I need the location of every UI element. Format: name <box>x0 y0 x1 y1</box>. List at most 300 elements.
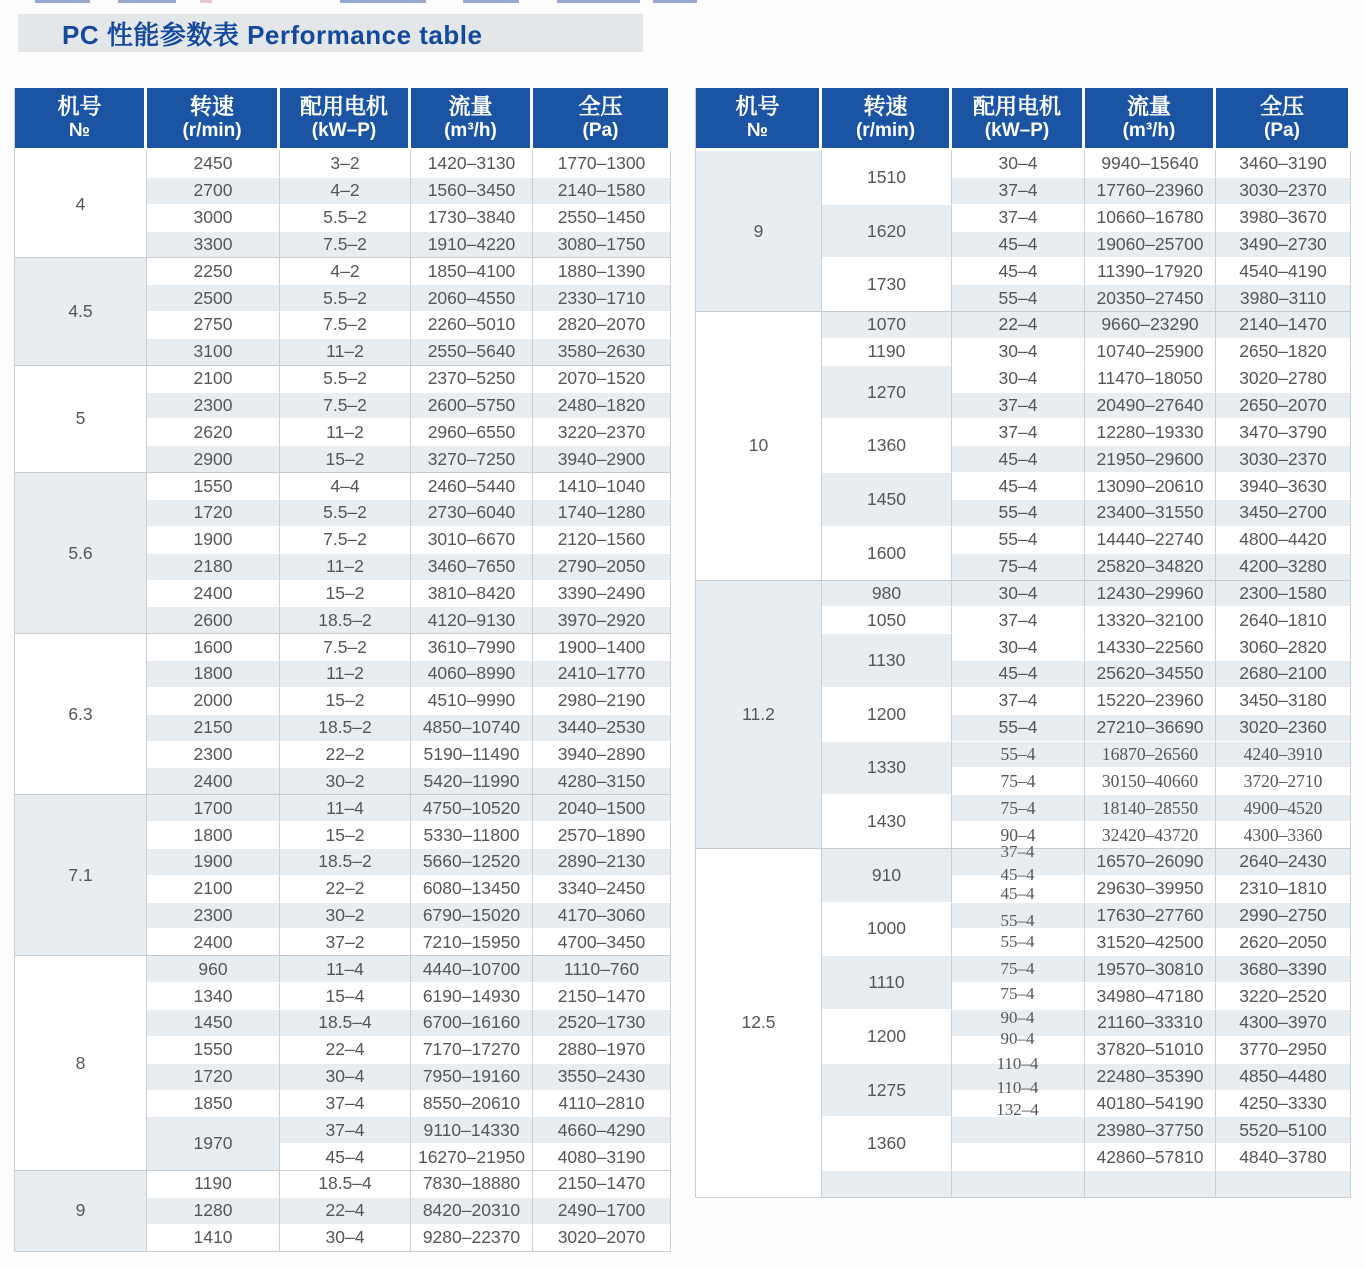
pressure-cell <box>1216 1170 1351 1197</box>
table-row <box>696 848 1351 875</box>
model-no-cell: 9 <box>15 1170 147 1251</box>
speed-cell: 2700 <box>147 177 280 204</box>
flow-cell: 10740–25900 <box>1085 338 1216 365</box>
motor-cell: 4–2 <box>280 177 411 204</box>
motor-cell: 75–4 <box>952 794 1085 821</box>
motor-cell: 75–4 <box>952 553 1085 580</box>
speed-cell: 1360 <box>822 418 952 472</box>
pressure-cell: 2650–2070 <box>1216 392 1351 419</box>
pressure-cell: 2300–1580 <box>1216 580 1351 607</box>
motor-overlay-label: 45–4 <box>1000 865 1035 884</box>
pressure-cell: 2550–1450 <box>533 204 671 231</box>
motor-cell: 18.5–4 <box>280 1009 411 1036</box>
motor-cell: 37–4 <box>952 606 1085 633</box>
speed-cell: 1600 <box>822 526 952 580</box>
speed-cell: 980 <box>822 580 952 607</box>
speed-cell: 2300 <box>147 902 280 929</box>
column-header-zh: 全压 <box>1259 93 1304 119</box>
speed-cell: 2900 <box>147 445 280 472</box>
pressure-cell: 3770–2950 <box>1216 1036 1351 1063</box>
motor-cell: 11–2 <box>280 553 411 580</box>
table-row <box>15 150 671 177</box>
motor-overlay-label: 55–4 <box>1000 911 1035 930</box>
table-row <box>15 365 671 392</box>
motor-cell: 37–4 <box>952 204 1085 231</box>
performance-table-left <box>14 88 671 1252</box>
flow-cell: 25620–34550 <box>1085 660 1216 687</box>
flow-cell: 19570–30810 <box>1085 955 1216 982</box>
motor-cell <box>952 982 1085 1009</box>
model-no-cell: 6.3 <box>15 633 147 794</box>
speed-cell: 1550 <box>147 472 280 499</box>
motor-cell: 55–4 <box>952 714 1085 741</box>
pressure-cell: 4850–4480 <box>1216 1063 1351 1090</box>
top-edge-mark <box>35 0 90 3</box>
column-header-pressure <box>533 88 671 150</box>
model-no-cell: 9 <box>696 150 822 311</box>
pressure-cell: 3220–2520 <box>1216 982 1351 1009</box>
speed-cell: 1900 <box>147 848 280 875</box>
motor-cell: 15–2 <box>280 821 411 848</box>
top-edge-mark <box>557 0 640 3</box>
flow-cell: 7950–19160 <box>411 1063 533 1090</box>
pressure-cell: 2330–1710 <box>533 284 671 311</box>
flow-cell: 25820–34820 <box>1085 553 1216 580</box>
flow-cell: 3460–7650 <box>411 553 533 580</box>
speed-cell: 1190 <box>147 1170 280 1197</box>
speed-cell: 1620 <box>822 204 952 258</box>
column-header-pressure <box>1216 88 1351 150</box>
speed-cell: 1720 <box>147 499 280 526</box>
motor-cell: 45–4 <box>952 257 1085 284</box>
flow-cell: 23400–31550 <box>1085 499 1216 526</box>
pressure-cell: 4300–3360 <box>1216 821 1351 848</box>
top-edge-mark <box>463 0 519 3</box>
pressure-cell: 3020–2780 <box>1216 365 1351 392</box>
model-no-cell: 10 <box>696 311 822 579</box>
motor-cell: 4–2 <box>280 257 411 284</box>
motor-cell: 4–4 <box>280 472 411 499</box>
column-header-unit: (m³/h) <box>444 119 497 141</box>
flow-cell: 22480–35390 <box>1085 1063 1216 1090</box>
flow-cell: 16570–26090 <box>1085 848 1216 875</box>
flow-cell: 3610–7990 <box>411 633 533 660</box>
motor-cell: 11–2 <box>280 418 411 445</box>
motor-cell: 37–4 <box>952 418 1085 445</box>
motor-cell: 30–2 <box>280 902 411 929</box>
speed-cell: 1510 <box>822 150 952 204</box>
motor-overlay-label: 55–4 <box>1000 932 1035 951</box>
speed-cell: 3000 <box>147 204 280 231</box>
column-header-motor <box>952 88 1085 150</box>
speed-cell: 2180 <box>147 553 280 580</box>
flow-cell: 7210–15950 <box>411 928 533 955</box>
motor-cell <box>952 1116 1085 1143</box>
speed-cell: 1270 <box>822 365 952 419</box>
pressure-cell: 3440–2530 <box>533 714 671 741</box>
page-title: PC 性能参数表 Performance table <box>62 19 483 50</box>
motor-cell: 37–4 <box>952 687 1085 714</box>
table-row <box>696 150 1351 177</box>
flow-cell: 8420–20310 <box>411 1197 533 1224</box>
pressure-cell: 4250–3330 <box>1216 1090 1351 1117</box>
flow-cell: 1850–4100 <box>411 257 533 284</box>
motor-cell: 11–2 <box>280 660 411 687</box>
speed-cell: 2400 <box>147 767 280 794</box>
pressure-cell: 4300–3970 <box>1216 1009 1351 1036</box>
title-band <box>18 14 643 52</box>
performance-table <box>14 88 671 1252</box>
flow-cell: 23980–37750 <box>1085 1116 1216 1143</box>
speed-cell: 1800 <box>147 821 280 848</box>
pressure-cell: 3020–2070 <box>533 1224 671 1251</box>
flow-cell: 17760–23960 <box>1085 177 1216 204</box>
flow-cell: 8550–20610 <box>411 1090 533 1117</box>
column-header-unit: (m³/h) <box>1122 119 1176 141</box>
speed-cell: 1130 <box>822 633 952 687</box>
motor-cell: 45–4 <box>952 660 1085 687</box>
motor-cell: 22–4 <box>952 311 1085 338</box>
pressure-cell: 3460–3190 <box>1216 150 1351 177</box>
model-no-cell: 5 <box>15 365 147 472</box>
flow-cell: 9280–22370 <box>411 1224 533 1251</box>
motor-cell: 55–4 <box>952 526 1085 553</box>
flow-cell: 18140–28550 <box>1085 794 1216 821</box>
pressure-cell: 1880–1390 <box>533 257 671 284</box>
speed-cell: 2150 <box>147 714 280 741</box>
motor-cell: 11–4 <box>280 794 411 821</box>
performance-table <box>695 88 1351 1198</box>
speed-cell: 1070 <box>822 311 952 338</box>
speed-cell: 960 <box>147 955 280 982</box>
motor-overlay-label: 37–4 <box>1000 842 1035 861</box>
pressure-cell: 1900–1400 <box>533 633 671 660</box>
flow-cell: 9110–14330 <box>411 1116 533 1143</box>
speed-cell: 1430 <box>822 794 952 848</box>
pressure-cell: 2980–2190 <box>533 687 671 714</box>
flow-cell: 1560–3450 <box>411 177 533 204</box>
pressure-cell: 4110–2810 <box>533 1090 671 1117</box>
flow-cell: 42860–57810 <box>1085 1143 1216 1170</box>
pressure-cell: 3970–2920 <box>533 606 671 633</box>
column-header-zh: 流量 <box>448 93 493 119</box>
flow-cell: 15220–23960 <box>1085 687 1216 714</box>
motor-cell: 55–4 <box>952 284 1085 311</box>
pressure-cell: 3020–2360 <box>1216 714 1351 741</box>
pressure-cell: 2140–1470 <box>1216 311 1351 338</box>
motor-cell <box>952 928 1085 955</box>
motor-cell: 30–4 <box>280 1063 411 1090</box>
pressure-cell: 2040–1500 <box>533 794 671 821</box>
motor-cell: 37–4 <box>280 1090 411 1117</box>
motor-cell <box>952 848 1085 875</box>
flow-cell: 34980–47180 <box>1085 982 1216 1009</box>
pressure-cell: 4660–4290 <box>533 1116 671 1143</box>
flow-cell: 7170–17270 <box>411 1036 533 1063</box>
speed-cell: 2400 <box>147 928 280 955</box>
performance-table-right <box>695 88 1351 1198</box>
model-no-cell: 4 <box>15 150 147 257</box>
flow-cell: 17630–27760 <box>1085 902 1216 929</box>
flow-cell: 9660–23290 <box>1085 311 1216 338</box>
motor-cell: 55–4 <box>952 499 1085 526</box>
motor-cell <box>952 902 1085 929</box>
flow-cell: 21950–29600 <box>1085 445 1216 472</box>
speed-cell: 2450 <box>147 150 280 177</box>
motor-cell <box>952 1036 1085 1063</box>
pressure-cell: 2150–1470 <box>533 982 671 1009</box>
motor-cell <box>952 1009 1085 1036</box>
speed-cell: 1330 <box>822 741 952 795</box>
flow-cell: 4850–10740 <box>411 714 533 741</box>
flow-cell: 30150–40660 <box>1085 767 1216 794</box>
pressure-cell: 2620–2050 <box>1216 928 1351 955</box>
speed-cell: 1050 <box>822 606 952 633</box>
pressure-cell: 2990–2750 <box>1216 902 1351 929</box>
pressure-cell: 2880–1970 <box>533 1036 671 1063</box>
flow-cell: 32420–43720 <box>1085 821 1216 848</box>
flow-cell: 4440–10700 <box>411 955 533 982</box>
flow-cell: 2260–5010 <box>411 311 533 338</box>
flow-cell: 4750–10520 <box>411 794 533 821</box>
pressure-cell: 1770–1300 <box>533 150 671 177</box>
motor-overlay-label: 45–4 <box>1000 884 1035 903</box>
speed-cell: 3100 <box>147 338 280 365</box>
flow-cell: 2370–5250 <box>411 365 533 392</box>
flow-cell: 21160–33310 <box>1085 1009 1216 1036</box>
pressure-cell: 4800–4420 <box>1216 526 1351 553</box>
motor-cell: 30–4 <box>952 150 1085 177</box>
motor-overlay-label: 132–4 <box>996 1100 1039 1119</box>
motor-cell: 5.5–2 <box>280 499 411 526</box>
table-row <box>15 794 671 821</box>
pressure-cell: 3580–2630 <box>533 338 671 365</box>
motor-cell: 5.5–2 <box>280 204 411 231</box>
pressure-cell: 3720–2710 <box>1216 767 1351 794</box>
pressure-cell: 2150–1470 <box>533 1170 671 1197</box>
pressure-cell: 4700–3450 <box>533 928 671 955</box>
flow-cell: 2060–4550 <box>411 284 533 311</box>
pressure-cell: 3470–3790 <box>1216 418 1351 445</box>
column-header-flow <box>411 88 533 150</box>
speed-cell: 1720 <box>147 1063 280 1090</box>
flow-cell: 3810–8420 <box>411 580 533 607</box>
flow-cell: 11390–17920 <box>1085 257 1216 284</box>
flow-cell: 37820–51010 <box>1085 1036 1216 1063</box>
flow-cell: 2960–6550 <box>411 418 533 445</box>
pressure-cell: 2410–1770 <box>533 660 671 687</box>
column-header-model <box>696 88 822 150</box>
pressure-cell: 4540–4190 <box>1216 257 1351 284</box>
pressure-cell: 2640–1810 <box>1216 606 1351 633</box>
motor-overlay-label: 110–4 <box>996 1078 1039 1097</box>
pressure-cell: 1110–760 <box>533 955 671 982</box>
flow-cell: 27210–36690 <box>1085 714 1216 741</box>
pressure-cell: 3550–2430 <box>533 1063 671 1090</box>
pressure-cell: 5520–5100 <box>1216 1116 1351 1143</box>
pressure-cell: 1740–1280 <box>533 499 671 526</box>
motor-cell: 75–4 <box>952 767 1085 794</box>
pressure-cell: 3490–2730 <box>1216 231 1351 258</box>
flow-cell: 9940–15640 <box>1085 150 1216 177</box>
flow-cell: 2550–5640 <box>411 338 533 365</box>
speed-cell: 1200 <box>822 687 952 741</box>
motor-cell: 15–2 <box>280 445 411 472</box>
pressure-cell: 3980–3670 <box>1216 204 1351 231</box>
speed-cell: 2100 <box>147 365 280 392</box>
speed-cell: 2500 <box>147 284 280 311</box>
column-header-speed <box>147 88 280 150</box>
speed-cell: 1200 <box>822 1009 952 1063</box>
speed-cell: 2600 <box>147 606 280 633</box>
pressure-cell: 4240–3910 <box>1216 741 1351 768</box>
pressure-cell: 2120–1560 <box>533 526 671 553</box>
column-header-model <box>15 88 147 150</box>
pressure-cell: 2680–2100 <box>1216 660 1351 687</box>
flow-cell: 20350–27450 <box>1085 284 1216 311</box>
speed-cell: 2100 <box>147 875 280 902</box>
flow-cell: 16870–26560 <box>1085 741 1216 768</box>
table-row <box>15 1170 671 1197</box>
column-header-zh: 转速 <box>189 93 234 119</box>
motor-cell: 30–4 <box>952 365 1085 392</box>
motor-cell: 18.5–2 <box>280 848 411 875</box>
flow-cell: 5190–11490 <box>411 741 533 768</box>
flow-cell: 19060–25700 <box>1085 231 1216 258</box>
motor-cell: 7.5–2 <box>280 311 411 338</box>
motor-cell: 45–4 <box>952 445 1085 472</box>
motor-cell: 22–2 <box>280 741 411 768</box>
pressure-cell: 3940–3630 <box>1216 472 1351 499</box>
motor-cell: 18.5–4 <box>280 1170 411 1197</box>
motor-cell: 30–4 <box>280 1224 411 1251</box>
column-header-zh: 机号 <box>735 93 780 119</box>
model-no-cell: 12.5 <box>696 848 822 1197</box>
column-header-unit: (Pa) <box>1264 119 1300 141</box>
motor-cell: 45–4 <box>952 231 1085 258</box>
column-header-unit: (r/min) <box>855 119 916 141</box>
column-header-motor <box>280 88 411 150</box>
flow-cell: 3270–7250 <box>411 445 533 472</box>
column-header-flow <box>1085 88 1216 150</box>
motor-cell: 55–4 <box>952 741 1085 768</box>
pressure-cell: 3340–2450 <box>533 875 671 902</box>
flow-cell: 16270–21950 <box>411 1143 533 1170</box>
motor-cell: 18.5–2 <box>280 714 411 741</box>
column-header-unit: (kW–P) <box>984 119 1050 141</box>
speed-cell: 1700 <box>147 794 280 821</box>
motor-cell: 37–4 <box>952 392 1085 419</box>
motor-cell: 30–2 <box>280 767 411 794</box>
column-header-zh: 配用电机 <box>972 93 1061 119</box>
flow-cell: 20490–27640 <box>1085 392 1216 419</box>
model-no-cell: 5.6 <box>15 472 147 633</box>
flow-cell: 4120–9130 <box>411 606 533 633</box>
motor-cell: 15–4 <box>280 982 411 1009</box>
flow-cell: 5330–11800 <box>411 821 533 848</box>
speed-cell: 1110 <box>822 955 952 1009</box>
flow-cell: 29630–39950 <box>1085 875 1216 902</box>
motor-cell: 45–4 <box>280 1143 411 1170</box>
flow-cell: 14330–22560 <box>1085 633 1216 660</box>
top-edge-mark <box>653 0 697 3</box>
flow-cell: 5660–12520 <box>411 848 533 875</box>
pressure-cell: 2310–1810 <box>1216 875 1351 902</box>
pressure-cell: 3390–2490 <box>533 580 671 607</box>
speed-cell: 1850 <box>147 1090 280 1117</box>
table-row <box>15 955 671 982</box>
pressure-cell: 3030–2370 <box>1216 177 1351 204</box>
speed-cell: 1800 <box>147 660 280 687</box>
speed-cell: 1550 <box>147 1036 280 1063</box>
flow-cell: 14440–22740 <box>1085 526 1216 553</box>
model-no-cell: 11.2 <box>696 580 822 848</box>
model-no-cell: 8 <box>15 955 147 1170</box>
pressure-cell: 4200–3280 <box>1216 553 1351 580</box>
table-row <box>15 633 671 660</box>
flow-cell: 3010–6670 <box>411 526 533 553</box>
pressure-cell: 3030–2370 <box>1216 445 1351 472</box>
motor-cell: 7.5–2 <box>280 526 411 553</box>
flow-cell: 2730–6040 <box>411 499 533 526</box>
column-header-unit: № <box>746 119 769 141</box>
speed-cell: 910 <box>822 848 952 902</box>
motor-cell: 7.5–2 <box>280 392 411 419</box>
speed-cell: 1410 <box>147 1224 280 1251</box>
motor-overlay-label: 90–4 <box>1000 1029 1035 1048</box>
pressure-cell: 3980–3110 <box>1216 284 1351 311</box>
speed-cell: 1970 <box>147 1116 280 1170</box>
pressure-cell: 2640–2430 <box>1216 848 1351 875</box>
motor-cell <box>952 1170 1085 1197</box>
motor-cell: 22–2 <box>280 875 411 902</box>
flow-cell: 31520–42500 <box>1085 928 1216 955</box>
flow-cell: 1910–4220 <box>411 231 533 258</box>
speed-cell: 2250 <box>147 257 280 284</box>
pressure-cell: 3450–2700 <box>1216 499 1351 526</box>
flow-cell: 6700–16160 <box>411 1009 533 1036</box>
speed-cell: 1450 <box>822 472 952 526</box>
pressure-cell: 4080–3190 <box>533 1143 671 1170</box>
motor-cell: 22–4 <box>280 1197 411 1224</box>
flow-cell: 1420–3130 <box>411 150 533 177</box>
flow-cell: 4060–8990 <box>411 660 533 687</box>
flow-cell: 1730–3840 <box>411 204 533 231</box>
motor-cell: 11–2 <box>280 338 411 365</box>
column-header-speed <box>822 88 952 150</box>
motor-cell: 30–4 <box>952 338 1085 365</box>
pressure-cell: 3940–2890 <box>533 741 671 768</box>
speed-cell: 2400 <box>147 580 280 607</box>
motor-cell: 37–2 <box>280 928 411 955</box>
motor-cell <box>952 1090 1085 1117</box>
top-edge-mark <box>118 0 176 3</box>
motor-overlay-label: 75–4 <box>1000 959 1035 978</box>
motor-cell: 90–4 <box>952 821 1085 848</box>
motor-cell: 5.5–2 <box>280 284 411 311</box>
speed-cell: 2300 <box>147 741 280 768</box>
flow-cell: 40180–54190 <box>1085 1090 1216 1117</box>
column-header-unit: № <box>68 119 91 141</box>
pressure-cell: 4170–3060 <box>533 902 671 929</box>
speed-cell: 2620 <box>147 418 280 445</box>
flow-cell: 5420–11990 <box>411 767 533 794</box>
motor-cell: 18.5–2 <box>280 606 411 633</box>
pressure-cell: 2070–1520 <box>533 365 671 392</box>
model-no-cell: 4.5 <box>15 257 147 364</box>
speed-cell: 1275 <box>822 1063 952 1117</box>
motor-cell: 30–4 <box>952 580 1085 607</box>
